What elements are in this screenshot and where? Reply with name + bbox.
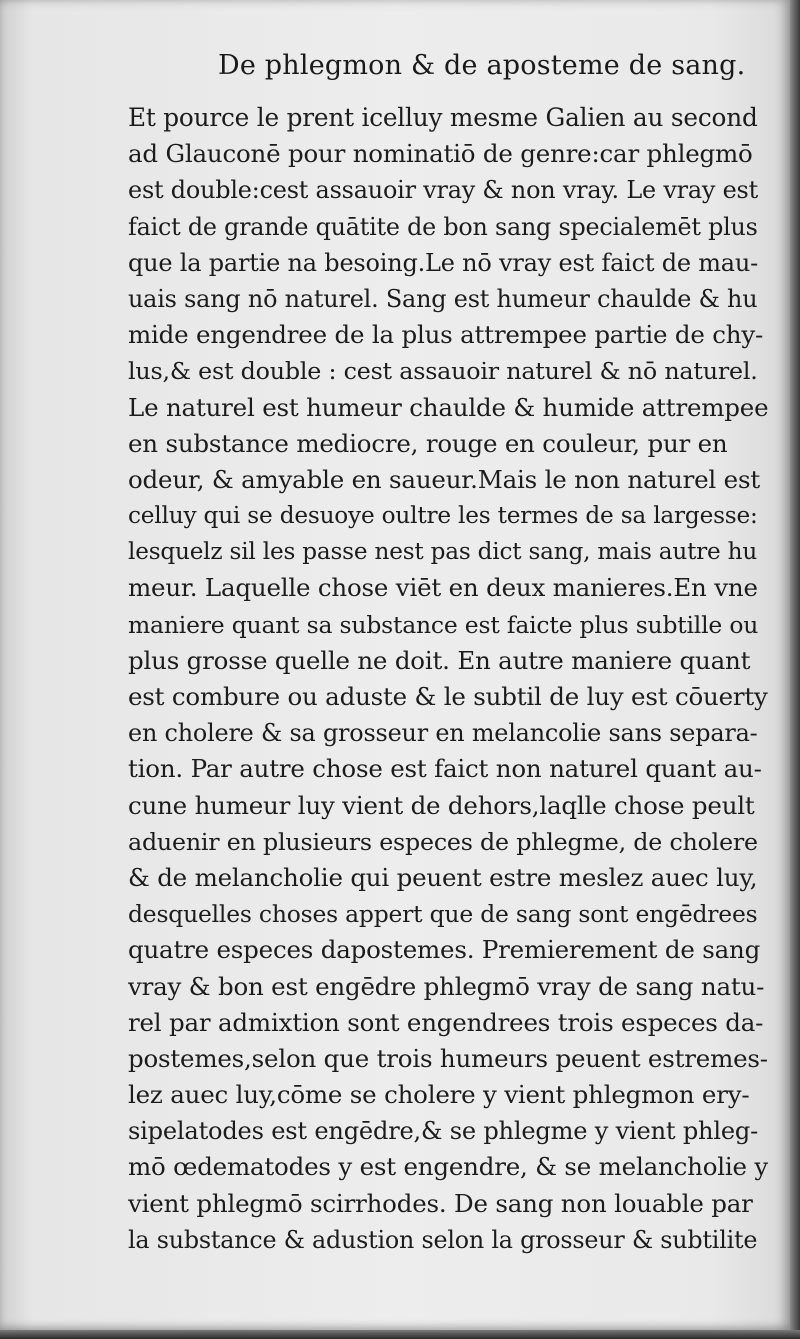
text-line: meur. Laquelle chose viēt en deux manieres.En vne <box>128 573 758 603</box>
text-line: lez auec luy,cōme se cholere y vient phlegmon ery- <box>128 1080 750 1110</box>
page-bottom-shadow <box>0 1330 800 1339</box>
text-line: est double:cest assauoir vray & non vray. Le vray est <box>128 176 758 205</box>
text-line: lesquelz sil les passe nest pas dict sang, mais autre hu <box>128 539 758 566</box>
text-line: que la partie na besoing.Le nō vray est faict de mau- <box>128 248 759 277</box>
text-line: plus grosse quelle ne doit. En autre maniere quant <box>128 645 751 675</box>
text-line: maniere quant sa substance est faicte plus subtille ou <box>128 610 759 639</box>
text-line: aduenir en plusieurs especes de phlegme, de cholere <box>128 827 758 856</box>
text-line: ad Glauconē pour nominatiō de genre:car phlegmō <box>128 139 753 169</box>
text-line: faict de grande quātite de bon sang specialemēt plus <box>128 212 758 241</box>
text-line: mide engendree de la plus attrempee partie de chy- <box>128 320 764 350</box>
text-line: est combure ou aduste & le subtil de luy est cōuerty <box>128 682 768 711</box>
text-line: odeur, & amyable en saueur.Mais le non naturel est <box>128 464 760 494</box>
running-title: De phlegmon & de aposteme de sang. <box>218 50 746 81</box>
text-line: uais sang nō naturel. Sang est humeur chaulde & hu <box>128 284 758 313</box>
text-line: lus,& est double : cest assauoir naturel & nō naturel. <box>128 357 758 386</box>
text-line: desquelles choses appert que de sang sont engēdrees <box>128 900 758 929</box>
text-line: Le naturel est humeur chaulde & humide attrempee <box>128 392 768 422</box>
text-line: postemes,selon que trois humeurs peuent estremes- <box>128 1043 768 1073</box>
text-line: sipelatodes est engēdre,& se phlegme y vient phleg- <box>128 1117 759 1146</box>
text-line: en substance mediocre, rouge en couleur, pur en <box>128 428 728 458</box>
text-line: vient phlegmō scirrhodes. De sang non louable par <box>128 1188 753 1218</box>
text-line: cune humeur luy vient de dehors,laqlle chose peult <box>128 790 755 820</box>
text-line: vray & bon est engēdre phlegmō vray de sang natu- <box>128 971 765 1001</box>
text-line: Et pource le prent icelluy mesme Galien au second <box>128 103 758 132</box>
text-line: celluy qui se desuoye oultre les termes de sa largesse: <box>128 502 758 530</box>
text-line: rel par admixtion sont engendrees trois especes da- <box>128 1007 764 1037</box>
text-line: quatre especes dapostemes. Premierement de sang <box>128 935 761 965</box>
body-text <box>128 100 768 1258</box>
page-edge-shadow <box>790 0 800 1339</box>
text-line: en cholere & sa grosseur en melancolie sans separa- <box>128 719 758 748</box>
text-line: tion. Par autre chose est faict non naturel quant au- <box>128 754 762 784</box>
text-line: & de melancholie qui peuent estre meslez auec luy, <box>128 862 758 892</box>
text-line: la substance & adustion selon la grosseur & subtilite <box>128 1225 758 1254</box>
text-line: mō œdematodes y est engendre, & se melancholie y <box>128 1152 768 1182</box>
